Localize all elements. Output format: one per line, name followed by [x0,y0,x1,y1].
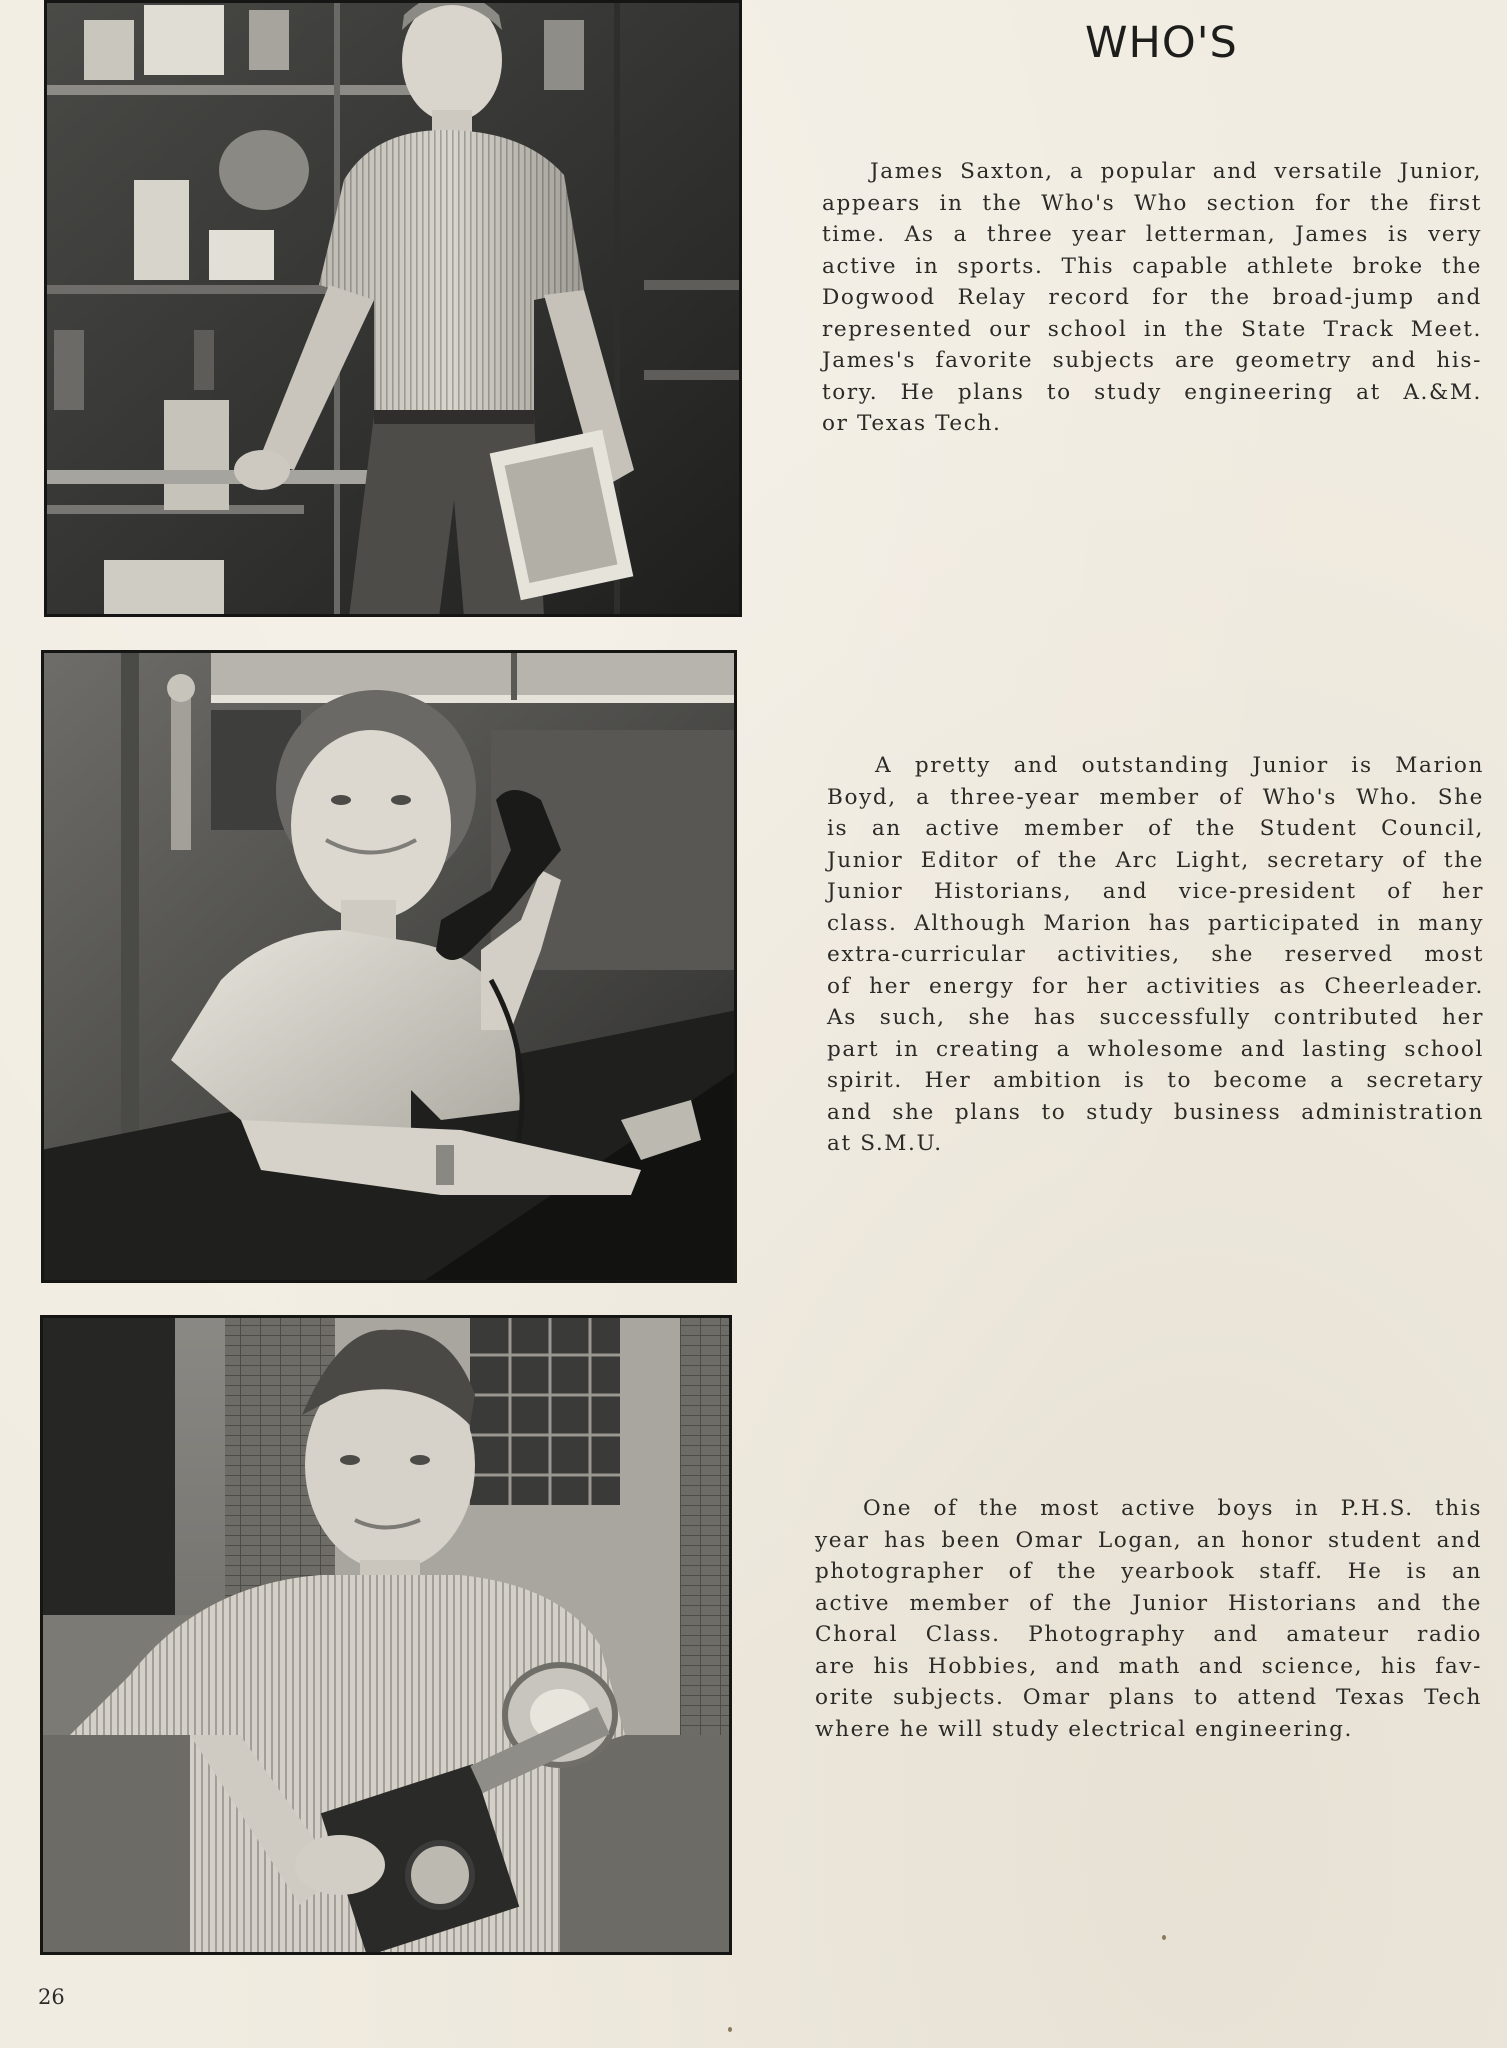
bio-line: at S.M.U. [827,1131,943,1156]
page-number: 26 [38,1985,65,2009]
bio-james-saxton [822,156,1482,440]
bio-line: is an active member of the Student Council, [827,816,1484,841]
bio-line: class. Although Marion has participated in many [827,910,1484,936]
bio-line: or Texas Tech. [822,411,1002,436]
bio-line: Choral Class. Photography and amateur radio [815,1622,1482,1647]
print-speck [728,2027,732,2032]
photo-omar-logan-image [40,1315,732,1955]
bio-line: active in sports. This capable athlete broke the [822,253,1482,279]
photo-omar-logan [40,1315,732,1955]
bio-line: Dogwood Relay record for the broad-jump and [822,285,1482,310]
photo-marion-boyd [41,650,737,1283]
bio-line: orite subjects. Omar plans to attend Texas Tech [815,1685,1482,1710]
photo-james-saxton [44,0,742,617]
bio-omar-logan [815,1493,1482,1745]
bio-line: Junior Editor of the Arc Light, secretary of the [827,847,1484,873]
photo-marion-boyd-image [41,650,737,1283]
page-title: WHO'S [1085,18,1238,68]
bio-line: and she plans to study business administration [827,1099,1484,1125]
bio-line: extra-curricular activities, she reserved most [827,942,1484,967]
bio-line: part in creating a wholesome and lasting school [827,1036,1484,1062]
bio-line: of her energy for her activities as Cheerleader. [827,973,1484,999]
bio-marion-boyd [827,750,1484,1160]
bio-line: Boyd, a three-year member of Who's Who. She [827,784,1484,810]
bio-line: Junior Historians, and vice-president of her [827,879,1484,904]
bio-line: represented our school in the State Track Meet. [822,316,1482,342]
bio-line: are his Hobbies, and math and science, his fav- [815,1653,1482,1679]
bio-line: As such, she has successfully contributed her [827,1005,1484,1030]
bio-line: A pretty and outstanding Junior is Marion [875,753,1484,778]
bio-line: active member of the Junior Historians and the [815,1590,1482,1616]
bio-line: appears in the Who's Who section for the first [822,190,1482,216]
photo-james-saxton-image [44,0,742,617]
bio-line: One of the most active boys in P.H.S. this [863,1496,1482,1521]
bio-line: James Saxton, a popular and versatile Junior, [870,159,1482,184]
print-speck [1162,1935,1166,1940]
bio-line: James's favorite subjects are geometry and his- [822,348,1482,373]
bio-line: tory. He plans to study engineering at A.&M. [822,379,1482,405]
bio-line: photographer of the yearbook staff. He is an [815,1559,1482,1584]
bio-line: year has been Omar Logan, an honor student and [815,1527,1482,1553]
bio-line: where he will study electrical engineering. [815,1716,1354,1742]
bio-line: time. As a three year letterman, James is very [822,222,1482,247]
bio-line: spirit. Her ambition is to become a secretary [827,1068,1484,1093]
